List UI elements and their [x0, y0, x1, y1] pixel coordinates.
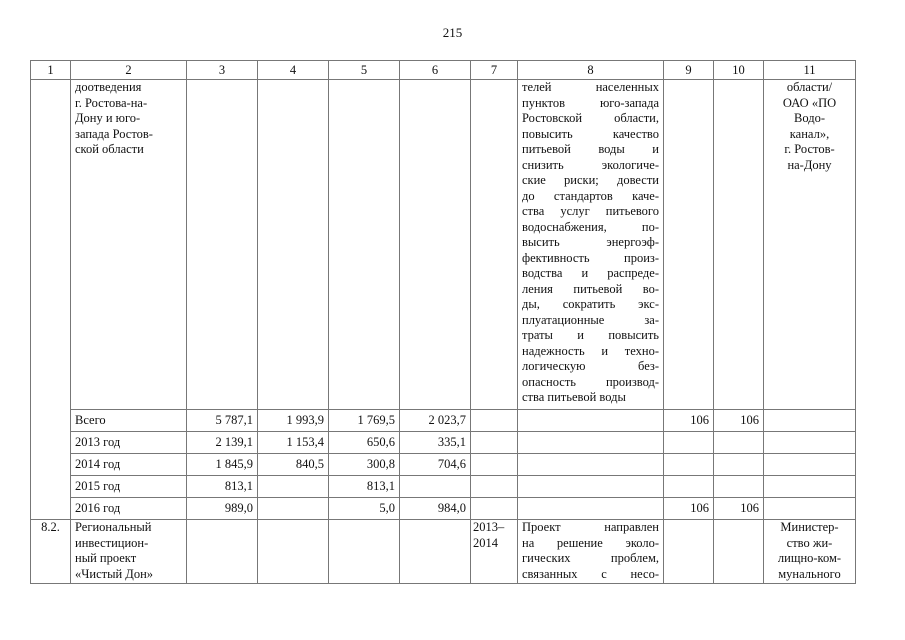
text-line: г. Ростова-на-: [75, 95, 148, 110]
text-line: канал»,: [789, 126, 830, 141]
empty-cell: [471, 454, 518, 476]
empty-cell: [714, 80, 764, 410]
text-line: ства питьевой воды: [522, 390, 626, 404]
text-line: 2013–: [473, 520, 505, 534]
text-line: Ростовской области,: [522, 111, 659, 125]
text-line: пунктов юго-запада: [522, 95, 659, 110]
value-cell: 5 787,1: [187, 410, 258, 432]
empty-cell: [664, 520, 714, 584]
program-table: [30, 60, 856, 584]
text-line: питьевой воды и: [522, 142, 659, 156]
empty-cell: [187, 520, 258, 584]
text-line: «Чистый Дон»: [75, 566, 154, 581]
text-line: Дону и юго-: [75, 111, 141, 125]
empty-cell: [518, 410, 664, 432]
value-cell: 106: [664, 498, 714, 520]
column-header: 8: [518, 61, 664, 80]
column-header: 11: [764, 61, 856, 80]
text-line: связанных с несо-: [522, 566, 659, 581]
continued-row: [31, 80, 856, 410]
funding-row-2014: [31, 454, 856, 476]
value-cell: 300,8: [329, 454, 400, 476]
text-line: ления питьевой во-: [522, 281, 659, 296]
text-line: плуатационные за-: [522, 312, 659, 327]
value-cell: [664, 454, 714, 476]
empty-cell: [471, 498, 518, 520]
text-line: ОАО «ПО: [782, 95, 837, 110]
funding-row-2013: [31, 432, 856, 454]
column-header: 3: [187, 61, 258, 80]
item-number-cell: [31, 80, 71, 520]
text-line: повысить качество: [522, 126, 659, 141]
page-number: 215: [442, 25, 463, 40]
text-line: снизить экологиче-: [522, 157, 659, 172]
text-line: лищно-ком-: [777, 551, 842, 565]
empty-cell: [764, 454, 856, 476]
column-header: 7: [471, 61, 518, 80]
text-line: инвестицион-: [75, 535, 149, 550]
empty-cell: [518, 476, 664, 498]
text-line: опасность производ-: [522, 374, 659, 389]
column-header: 1: [31, 61, 71, 80]
empty-cell: [664, 80, 714, 410]
empty-cell: [471, 80, 518, 410]
value-cell: [664, 476, 714, 498]
empty-cell: [764, 476, 856, 498]
text-line: ство жи-: [786, 535, 833, 550]
text-line: гических проблем,: [522, 551, 659, 565]
empty-cell: [258, 520, 329, 584]
row-label: 2014 год: [71, 454, 187, 476]
column-header: 9: [664, 61, 714, 80]
funding-row-2015: [31, 476, 856, 498]
empty-cell: [329, 520, 400, 584]
value-cell: [400, 476, 471, 498]
text-line: фективность произ-: [522, 250, 659, 265]
row-label: Всего: [71, 410, 187, 432]
value-cell: 106: [714, 410, 764, 432]
funding-row-2016: [31, 498, 856, 520]
value-cell: [714, 454, 764, 476]
empty-cell: [187, 80, 258, 410]
value-cell: 335,1: [400, 432, 471, 454]
value-cell: [258, 476, 329, 498]
text-line: доотведения: [75, 80, 142, 94]
text-line: ства услуг питьевого: [522, 204, 659, 218]
value-cell: 989,0: [187, 498, 258, 520]
text-line: Водо-: [794, 111, 825, 125]
value-cell: 1 993,9: [258, 410, 329, 432]
value-cell: 813,1: [187, 476, 258, 498]
column-header: 4: [258, 61, 329, 80]
value-cell: 704,6: [400, 454, 471, 476]
item-description-cell: [518, 520, 664, 584]
value-cell: [664, 432, 714, 454]
text-line: телей населенных: [522, 80, 659, 94]
item-executor-cell: [764, 520, 856, 584]
text-line: 2014: [473, 535, 498, 550]
value-cell: 5,0: [329, 498, 400, 520]
text-line: водства и распреде-: [522, 266, 659, 280]
text-line: на-Дону: [787, 157, 832, 172]
row-label: 2013 год: [71, 432, 187, 454]
value-cell: 813,1: [329, 476, 400, 498]
row-label: 2016 год: [71, 498, 187, 520]
value-cell: 650,6: [329, 432, 400, 454]
value-cell: 2 139,1: [187, 432, 258, 454]
text-line: ный проект: [75, 551, 137, 565]
text-line: запада Ростов-: [75, 126, 153, 141]
empty-cell: [518, 454, 664, 476]
text-line: Министер-: [780, 520, 839, 534]
empty-cell: [400, 520, 471, 584]
text-line: логическую без-: [522, 359, 659, 373]
column-header: 2: [71, 61, 187, 80]
empty-cell: [400, 80, 471, 410]
column-header: 5: [329, 61, 400, 80]
text-line: г. Ростов-: [784, 142, 835, 156]
value-cell: 1 153,4: [258, 432, 329, 454]
text-line: ской области: [75, 142, 144, 156]
item-8-2-row: [31, 520, 856, 584]
column-header: 6: [400, 61, 471, 80]
text-line: траты и повысить: [522, 328, 659, 342]
text-line: на решение эколо-: [522, 535, 659, 550]
empty-cell: [258, 80, 329, 410]
text-line: ды, сократить экс-: [522, 297, 659, 311]
empty-cell: [471, 432, 518, 454]
value-cell: 106: [664, 410, 714, 432]
value-cell: [714, 432, 764, 454]
text-line: мунального: [778, 566, 841, 581]
value-cell: 106: [714, 498, 764, 520]
value-cell: [258, 498, 329, 520]
text-line: Проект направлен: [522, 520, 659, 534]
empty-cell: [518, 498, 664, 520]
row-label: 2015 год: [71, 476, 187, 498]
column-header: 10: [714, 61, 764, 80]
empty-cell: [764, 498, 856, 520]
item-period-cell: [471, 520, 518, 584]
empty-cell: [764, 410, 856, 432]
text-line: до стандартов каче-: [522, 188, 659, 203]
continued-executor-cell: [764, 80, 856, 410]
empty-cell: [518, 432, 664, 454]
text-line: водоснабжения, по-: [522, 219, 659, 234]
text-line: Региональный: [75, 520, 152, 534]
empty-cell: [471, 410, 518, 432]
value-cell: 1 845,9: [187, 454, 258, 476]
column-number-row: [31, 61, 856, 80]
item-name-cell: [71, 520, 187, 584]
value-cell: 1 769,5: [329, 410, 400, 432]
empty-cell: [471, 476, 518, 498]
item-number: 8.2.: [31, 520, 71, 584]
empty-cell: [329, 80, 400, 410]
text-line: надежность и техно-: [522, 343, 659, 358]
empty-cell: [764, 432, 856, 454]
text-line: высить энергоэф-: [522, 235, 659, 249]
empty-cell: [714, 520, 764, 584]
value-cell: [714, 476, 764, 498]
continued-name-cell: [71, 80, 187, 410]
funding-row-total: [31, 410, 856, 432]
continued-description-cell: [518, 80, 664, 410]
text-line: области/: [786, 80, 833, 94]
text-line: ские риски; довести: [522, 173, 659, 187]
value-cell: 984,0: [400, 498, 471, 520]
value-cell: 2 023,7: [400, 410, 471, 432]
value-cell: 840,5: [258, 454, 329, 476]
